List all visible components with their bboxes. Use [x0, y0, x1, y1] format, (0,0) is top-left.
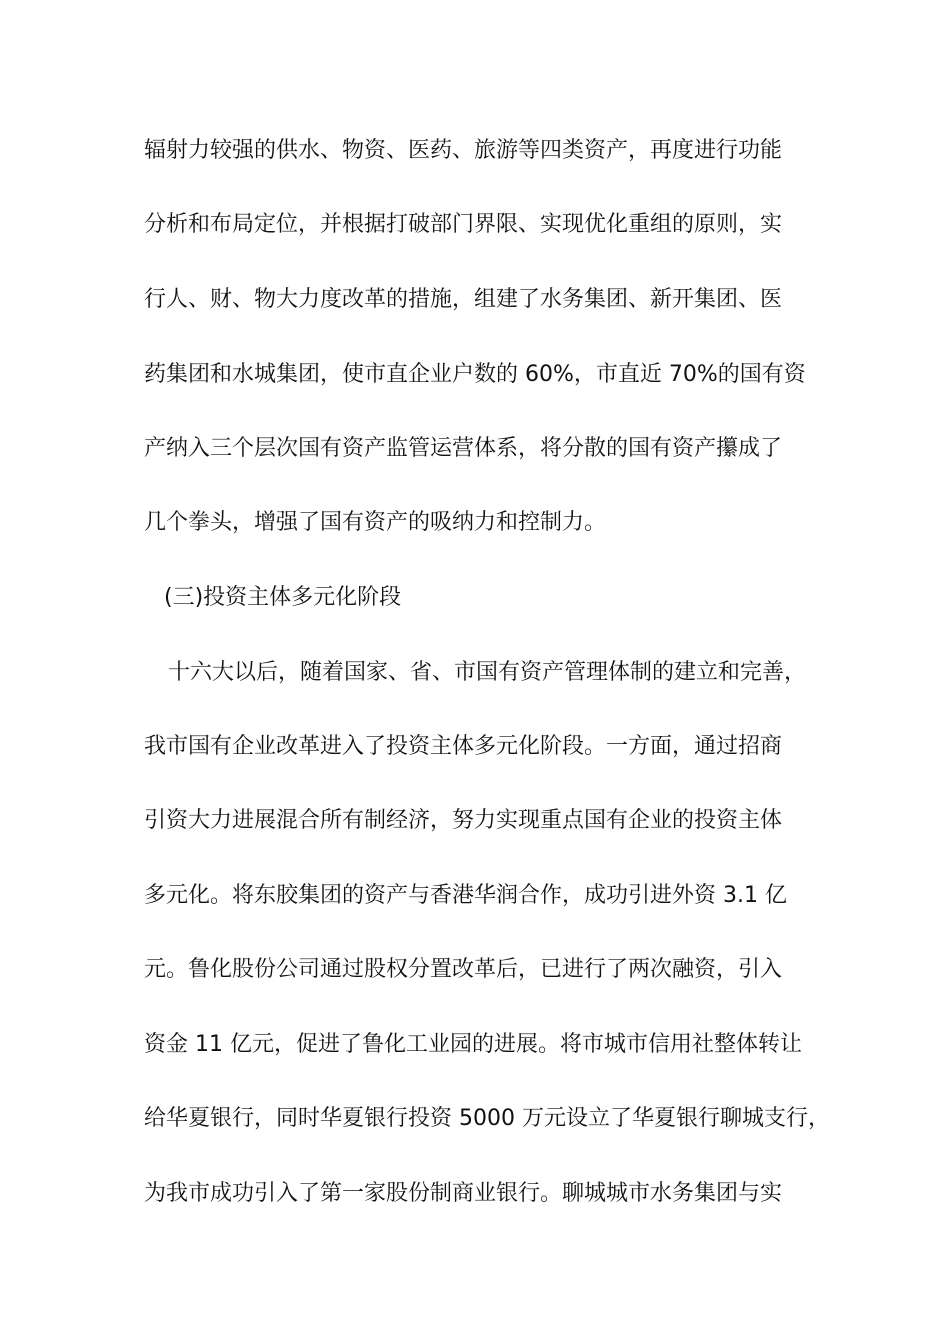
paragraph-line: 行人、财、物大力度改革的措施，组建了水务集团、新开集团、医	[144, 287, 783, 312]
paragraph-line: 为我市成功引入了第一家股份制商业银行。聊城城市水务集团与实	[144, 1181, 783, 1206]
paragraph-line: 十六大以后，随着国家、省、市国有资产管理体制的建立和完善，	[168, 660, 807, 685]
paragraph-line: 几个拳头，增强了国有资产的吸纳力和控制力。	[144, 510, 607, 535]
section-heading: (三)投资主体多元化阶段	[164, 585, 402, 610]
paragraph-line: 多元化。将东胶集团的资产与香港华润合作，成功引进外资 3.1 亿	[144, 883, 787, 908]
paragraph-line: 我市国有企业改革进入了投资主体多元化阶段。一方面，通过招商	[144, 734, 783, 759]
paragraph-line: 给华夏银行，同时华夏银行投资 5000 万元设立了华夏银行聊城支行，	[144, 1106, 830, 1131]
paragraph-line: 分析和布局定位，并根据打破部门界限、实现优化重组的原则，实	[144, 212, 783, 237]
paragraph-line: 药集团和水城集团，使市直企业户数的 60%，市直近 70%的国有资	[144, 362, 806, 387]
paragraph-line: 产纳入三个层次国有资产监管运营体系，将分散的国有资产攥成了	[144, 436, 783, 461]
paragraph-line: 辐射力较强的供水、物资、医药、旅游等四类资产，再度进行功能	[144, 138, 783, 163]
paragraph-line: 资金 11 亿元，促进了鲁化工业园的进展。将市城市信用社整体转让	[144, 1032, 802, 1057]
paragraph-line: 元。鲁化股份公司通过股权分置改革后，已进行了两次融资，引入	[144, 957, 783, 982]
paragraph-line: 引资大力进展混合所有制经济，努力实现重点国有企业的投资主体	[144, 808, 783, 833]
